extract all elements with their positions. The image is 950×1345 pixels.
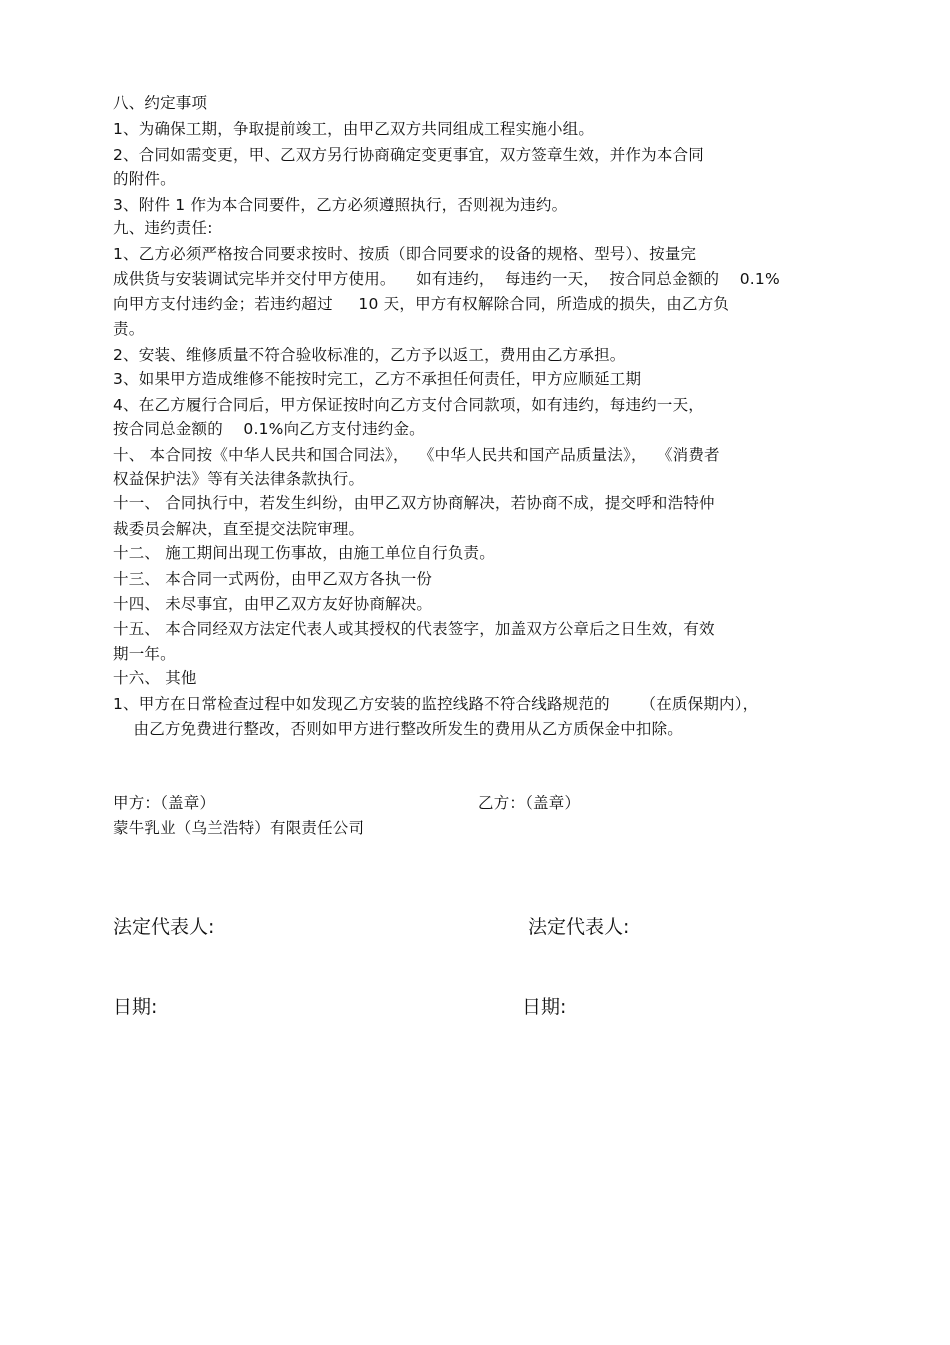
section-10: 十、 本合同按《中华人民共和国合同法》， 《中华人民共和国产品质量法》， 《消费者 xyxy=(113,446,720,464)
clause-16-1-cont: 由乙方免费进行整改，否则如甲方进行整改所发生的费用从乙方质保金中扣除。 xyxy=(113,720,684,738)
section-12: 十二、 施工期间出现工伤事故，由施工单位自行负责。 xyxy=(113,544,495,562)
clause-9-1-cont-2: 向甲方支付违约金；若违约超过 10 天，甲方有权解除合同，所造成的损失，由乙方负 xyxy=(113,295,730,313)
section-16-heading: 十六、 其他 xyxy=(113,669,197,687)
clause-8-3: 3、附件 1 作为本合同要件，乙方必须遵照执行，否则视为违约。 xyxy=(113,196,568,214)
party-b-representative: 法定代表人: xyxy=(528,916,630,938)
clause-9-1-cont-3: 责。 xyxy=(113,320,145,338)
party-a-representative: 法定代表人: xyxy=(113,916,215,938)
clause-16-1: 1、甲方在日常检查过程中如发现乙方安装的监控线路不符合线路规范的 （在质保期内）， xyxy=(113,695,759,713)
clause-9-2: 2、安装、维修质量不符合验收标准的，乙方予以返工，费用由乙方承担。 xyxy=(113,346,626,364)
clause-9-3: 3、如果甲方造成维修不能按时完工，乙方不承担任何责任，甲方应顺延工期 xyxy=(113,370,642,388)
party-a-label: 甲方：（盖章） xyxy=(113,794,216,812)
section-11: 十一、 合同执行中，若发生纠纷，由甲乙双方协商解决，若协商不成，提交呼和浩特仲 xyxy=(113,494,715,512)
party-a-company: 蒙牛乳业（乌兰浩特）有限责任公司 xyxy=(113,819,365,837)
party-b-date: 日期: xyxy=(522,996,567,1018)
clause-9-1: 1、乙方必须严格按合同要求按时、按质（即合同要求的设备的规格、型号）、按量完 xyxy=(113,245,697,263)
party-b-label: 乙方：（盖章） xyxy=(478,794,581,812)
clause-8-1: 1、为确保工期，争取提前竣工，由甲乙双方共同组成工程实施小组。 xyxy=(113,120,595,138)
clause-8-2-cont: 的附件。 xyxy=(113,170,176,188)
section-11-cont: 裁委员会解决，直至提交法院审理。 xyxy=(113,520,365,538)
party-a-date: 日期: xyxy=(113,996,158,1018)
clause-9-4: 4、在乙方履行合同后，甲方保证按时向乙方支付合同款项，如有违约，每违约一天， xyxy=(113,396,704,414)
clause-9-4-cont: 按合同总金额的 0.1%向乙方支付违约金。 xyxy=(113,420,425,438)
section-15: 十五、 本合同经双方法定代表人或其授权的代表签字，加盖双方公章后之日生效，有效 xyxy=(113,620,715,638)
clause-9-1-cont-1: 成供货与安装调试完毕并交付甲方使用。 如有违约， 每违约一天， 按合同总金额的 0.1% xyxy=(113,270,780,288)
clause-8-2: 2、合同如需变更，甲、乙双方另行协商确定变更事宜，双方签章生效，并作为本合同 xyxy=(113,146,704,164)
section-14: 十四、 未尽事宜，由甲乙双方友好协商解决。 xyxy=(113,595,433,613)
section-15-cont: 期一年。 xyxy=(113,645,176,663)
section-13: 十三、 本合同一式两份，由甲乙双方各执一份 xyxy=(113,570,433,588)
section-8-heading: 八、约定事项 xyxy=(113,94,208,112)
section-10-cont: 权益保护法》等有关法律条款执行。 xyxy=(113,470,365,488)
section-9-heading: 九、违约责任: xyxy=(113,219,213,237)
